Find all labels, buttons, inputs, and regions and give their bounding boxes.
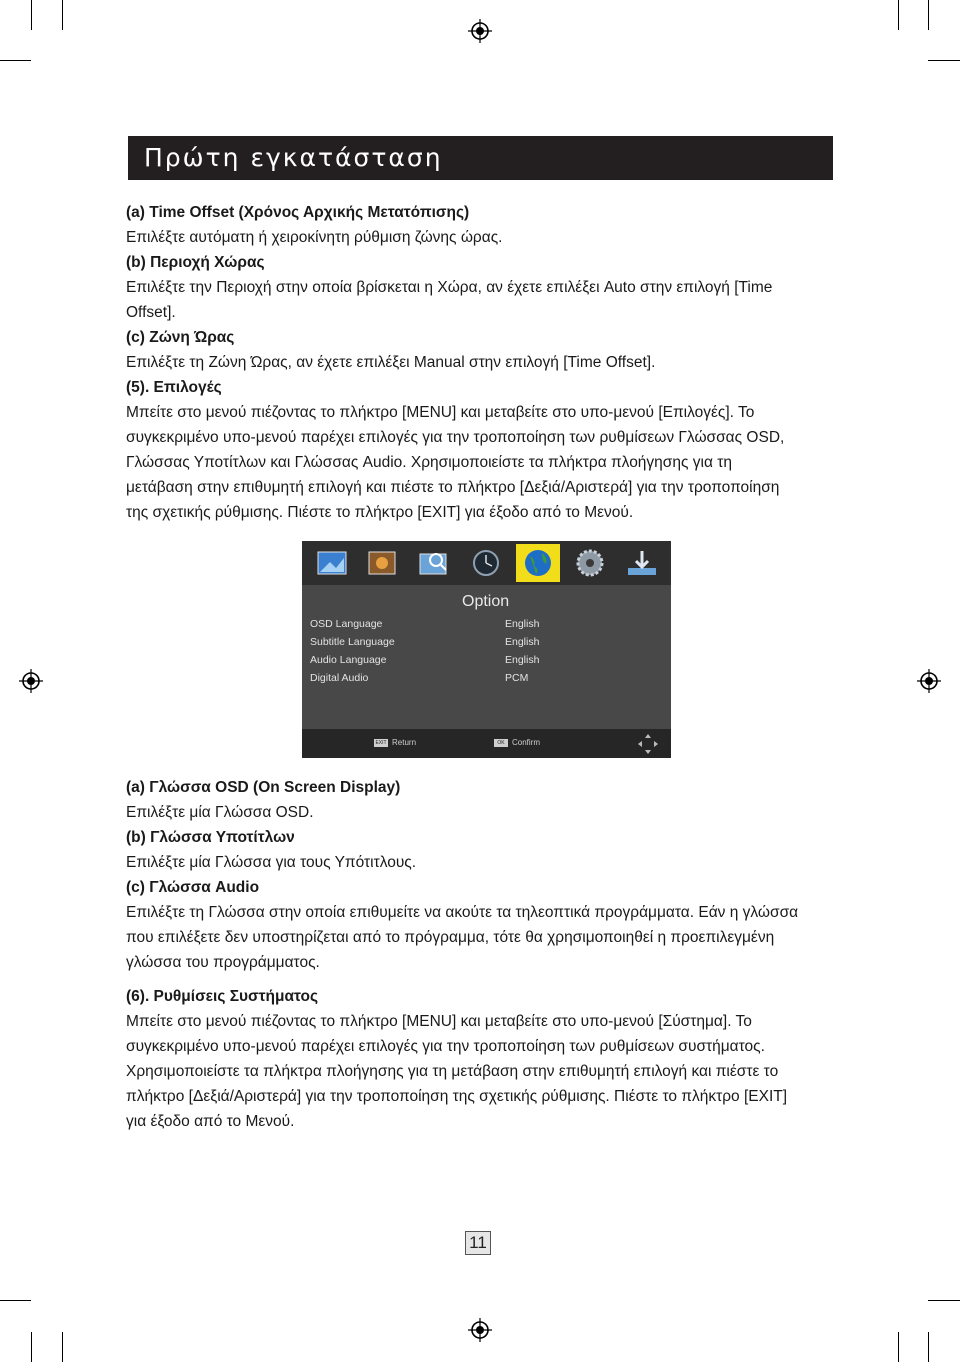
digital-audio-label[interactable]: Digital Audio	[310, 672, 369, 684]
download-tab-icon	[620, 544, 664, 582]
osd-language-label[interactable]: OSD Language	[310, 618, 383, 630]
subtitle-language-value[interactable]: English	[505, 636, 540, 648]
subheading-region: (b) Περιοχή Χώρας	[126, 254, 265, 271]
paragraph-line: Μπείτε στο μενού πιέζοντας το πλήκτρο [MENU] και μεταβείτε στο υπο-μενού [Επιλογές]. Το	[126, 404, 755, 421]
paragraph-line: Χρησιμοποιείστε τα πλήκτρα πλοήγησης για τη μετάβαση στην επιθυμητή επιλογή και πιέστε το	[126, 1063, 779, 1080]
paragraph-line: Επιλέξτε αυτόματη ή χειροκίνητη ρύθμιση ζώνης ώρας.	[126, 229, 503, 246]
paragraph-line: Επιλέξτε μία Γλώσσα OSD.	[126, 804, 314, 821]
return-label: Return	[392, 738, 417, 747]
registration-mark-icon	[468, 1318, 492, 1342]
crop-mark	[31, 1332, 32, 1362]
menu-title: Option	[462, 593, 510, 610]
ok-key-icon: OK	[494, 739, 508, 747]
crop-mark	[898, 1332, 899, 1362]
paragraph-line: για έξοδο από το Μενού.	[126, 1113, 295, 1130]
paragraph-line: συγκεκριμένο υπο-μενού παρέχει επιλογές για την τροποποίηση των ρυθμίσεων συστήματος.	[126, 1038, 765, 1055]
crop-mark	[898, 0, 899, 30]
audio-language-label[interactable]: Audio Language	[310, 654, 387, 666]
paragraph-line: Offset].	[126, 304, 176, 321]
crop-mark	[928, 60, 960, 61]
section-heading-system-settings: (6). Ρυθμίσεις Συστήματος	[126, 988, 319, 1005]
photo-tab-icon	[360, 544, 404, 582]
page-title: Πρώτη εγκατάσταση	[144, 143, 443, 172]
subtitle-language-label[interactable]: Subtitle Language	[310, 636, 395, 648]
paragraph-line: της σχετικής ρύθμισης. Πιέστε το πλήκτρο [EXIT] για έξοδο από το Μενού.	[126, 504, 634, 521]
menu-tab-bar	[302, 541, 671, 585]
paragraph-line: μετάβαση στην επιθυμητή επιλογή και πιέστε το πλήκτρο [Δεξιά/Αριστερά] για την τροποποίηση	[126, 479, 780, 496]
subheading-audio-language: (c) Γλώσσα Audio	[126, 879, 260, 896]
subheading-time-zone: (c) Ζώνη Ώρας	[126, 329, 235, 346]
paragraph-line: Επιλέξτε τη Ζώνη Ώρας, αν έχετε επιλέξει Manual στην επιλογή [Time Offset].	[126, 354, 656, 371]
osd-language-value[interactable]: English	[505, 618, 540, 630]
paragraph-line: Επιλέξτε τη Γλώσσα στην οποία επιθυμείτε να ακούτε τα τηλεοπτικά προγράμματα. Εάν η γλώσσα	[126, 904, 799, 921]
crop-mark	[0, 60, 31, 61]
registration-mark-icon	[468, 19, 492, 43]
registration-mark-icon	[19, 669, 43, 693]
section-title-bar	[128, 136, 833, 180]
exit-key-icon: EXIT	[375, 740, 387, 746]
crop-mark	[928, 1332, 929, 1362]
clock-tab-icon	[464, 544, 508, 582]
search-tab-icon	[412, 544, 456, 582]
gear-tab-icon	[568, 544, 612, 582]
crop-mark	[928, 1300, 960, 1301]
crop-mark	[0, 1300, 31, 1301]
subheading-subtitle-language: (b) Γλώσσα Υποτίτλων	[126, 829, 295, 846]
paragraph-line: που επιλέξετε δεν υποστηρίζεται από το πρόγραμμα, τότε θα χρησιμοποιηθεί η προεπιλεγμένη	[126, 929, 775, 946]
globe-tab-icon	[516, 544, 560, 582]
navigation-arrows-icon	[636, 732, 660, 756]
confirm-label: Confirm	[512, 738, 541, 747]
crop-mark	[62, 0, 63, 30]
paragraph-line: συγκεκριμένο υπο-μενού παρέχει επιλογές για την τροποποίηση των ρυθμίσεων Γλώσσας OSD,	[126, 429, 785, 446]
subheading-time-offset: (a) Time Offset (Χρόνος Αρχικής Μετατόπισης)	[126, 204, 470, 221]
digital-audio-value[interactable]: PCM	[505, 672, 529, 684]
paragraph-line: πλήκτρο [Δεξιά/Αριστερά] για την τροποποίηση της σχετικής ρύθμισης. Πιέστε το πλήκτρο [EXIT]	[126, 1088, 788, 1105]
section-heading-options: (5). Επιλογές	[126, 379, 222, 396]
paragraph-line: Μπείτε στο μενού πιέζοντας το πλήκτρο [MENU] και μεταβείτε στο υπο-μενού [Σύστημα]. Το	[126, 1013, 752, 1030]
registration-mark-icon	[917, 669, 941, 693]
paragraph-line: γλώσσα του προγράμματος.	[126, 954, 320, 971]
crop-mark	[928, 0, 929, 30]
option-menu-screenshot	[302, 541, 671, 758]
picture-tab-icon	[310, 544, 354, 582]
paragraph-line: Επιλέξτε την Περιοχή στην οποία βρίσκεται η Χώρα, αν έχετε επιλέξει Auto στην επιλογή [Time	[126, 279, 773, 296]
subheading-osd-language: (a) Γλώσσα OSD (On Screen Display)	[126, 779, 401, 796]
paragraph-line: Επιλέξτε μία Γλώσσα για τους Υπότιτλους.	[126, 854, 417, 871]
crop-mark	[62, 1332, 63, 1362]
page-number: 11	[465, 1231, 491, 1255]
paragraph-line: Γλώσσας Υποτίτλων και Γλώσσας Audio. Χρησιμοποιείστε τα πλήκτρα πλοήγησης για τη	[126, 454, 732, 471]
audio-language-value[interactable]: English	[505, 654, 540, 666]
crop-mark	[31, 0, 32, 30]
menu-footer	[302, 729, 671, 758]
